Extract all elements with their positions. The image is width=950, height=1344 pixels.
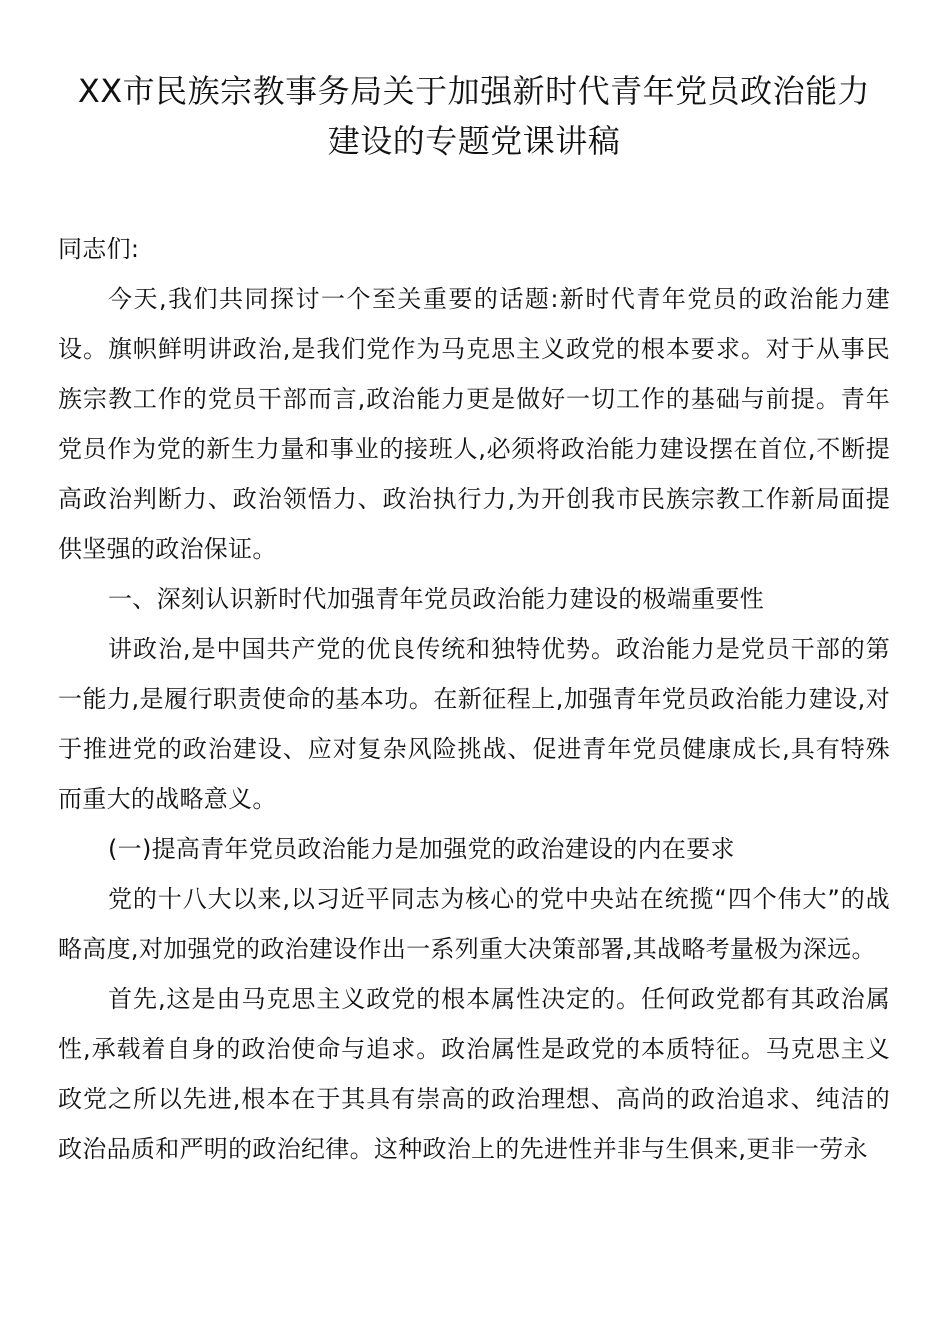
- section-heading-1: 一、深刻认识新时代加强青年党员政治能力建设的极端重要性: [108, 585, 765, 613]
- paragraph-section-1: 讲政治,是中国共产党的优良传统和独特优势。政治能力是党员干部的第一能力,是履行职责使命的基本功。在新征程上,加强青年党员政治能力建设,对于推进党的政治建设、应对复杂风险挑战、促进青年党员健康成长,具有特殊而重大的战略意义。: [58, 635, 890, 813]
- paragraph-intro: 今天,我们共同探讨一个至关重要的话题:新时代青年党员的政治能力建设。旗帜鲜明讲政治,是我们党作为马克思主义政党的根本要求。对于从事民族宗教工作的党员干部而言,政治能力更是做好一切工作的基础与前提。青年党员作为党的新生力量和事业的接班人,必须将政治能力建设摆在首位,不断提高政治判断力、政治领悟力、政治执行力,为开创我市民族宗教工作新局面提供坚强的政治保证。: [58, 285, 890, 563]
- document-body: [58, 224, 890, 1174]
- paragraph-first-point: 首先,这是由马克思主义政党的根本属性决定的。任何政党都有其政治属性,承载着自身的政治使命与追求。政治属性是政党的本质特征。马克思主义政党之所以先进,根本在于其具有崇高的政治理想、高尚的政治追求、纯洁的政治品质和严明的政治纪律。这种政治上的先进性并非与生俱来,更非一劳永: [58, 985, 890, 1163]
- document-title: XX市民族宗教事务局关于加强新时代青年党员政治能力建设的专题党课讲稿: [77, 72, 871, 160]
- subsection-heading-1: (一)提高青年党员政治能力是加强党的政治建设的内在要求: [108, 835, 735, 863]
- salutation: 同志们:: [58, 235, 140, 263]
- paragraph-subsection-1: 党的十八大以来,以习近平同志为核心的党中央站在统揽“四个伟大”的战略高度,对加强党的政治建设作出一系列重大决策部署,其战略考量极为深远。: [58, 885, 890, 963]
